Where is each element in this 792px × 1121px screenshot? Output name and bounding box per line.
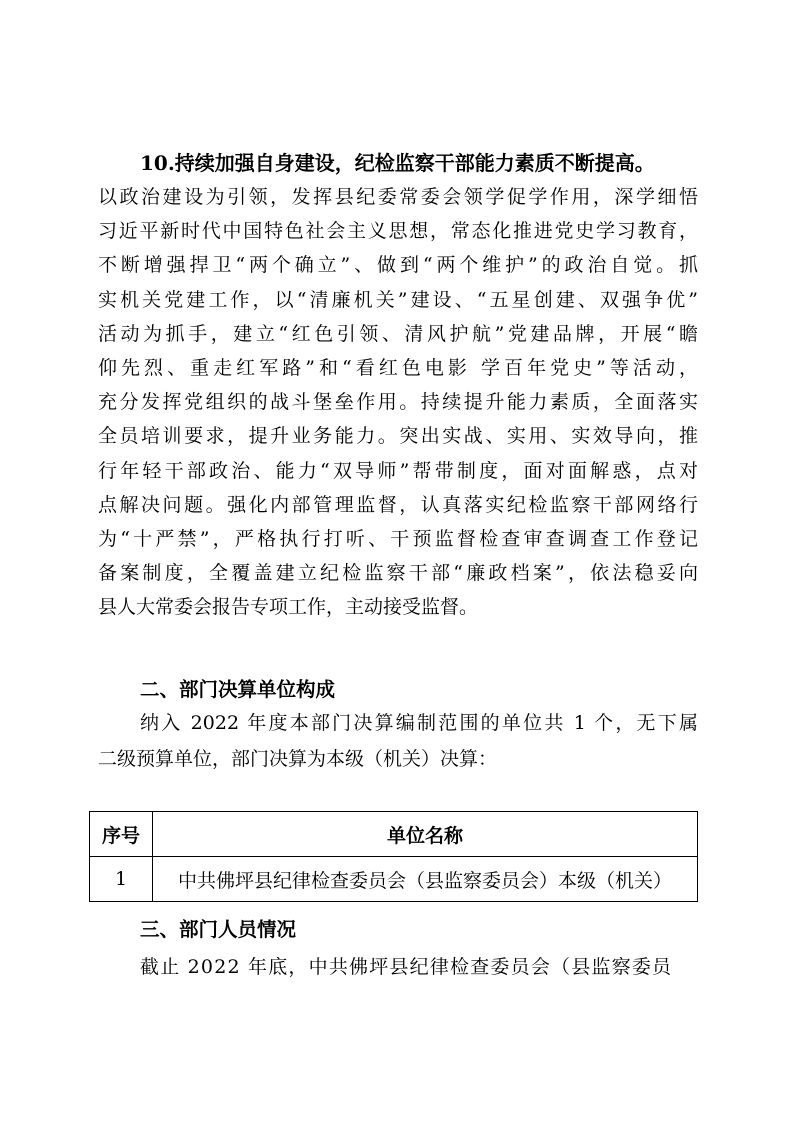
- intro-line: 二级预算单位，部门决算为本级（机关）决算：: [98, 748, 498, 770]
- table-header-row: [90, 812, 698, 857]
- header-unit-name: 单位名称: [153, 812, 698, 857]
- paragraph-line: 充分发挥党组织的战斗堡垒作用。持续提升能力素质，全面落实: [98, 391, 698, 414]
- cell-seq: 1: [90, 857, 153, 902]
- unit-table: [89, 811, 698, 902]
- paragraph-line: 不断增强捍卫“两个确立”、做到“两个维护”的政治自觉。抓: [98, 254, 698, 277]
- paragraph-line: 仰先烈、重走红军路”和“看红色电影 学百年党史”等活动，: [98, 357, 698, 380]
- section-3-title: 三、部门人员情况: [140, 918, 297, 941]
- cell-unit-name: 中共佛坪县纪律检查委员会（县监察委员会）本级（机关）: [153, 857, 698, 902]
- paragraph-line: 行年轻干部政治、能力“双导师”帮带制度，面对面解惑，点对: [98, 459, 698, 482]
- intro-line: 纳入 2022 年度本部门决算编制范围的单位共 1 个，无下属: [140, 712, 698, 734]
- paragraph-line: 县人大常委会报告专项工作，主动接受监督。: [98, 596, 479, 619]
- paragraph-line: 点解决问题。强化内部管理监督，认真落实纪检监察干部网络行: [98, 493, 698, 516]
- paragraph-line: 活动为抓手，建立“红色引领、清风护航”党建品牌，开展“瞻: [98, 322, 698, 345]
- paragraph-line: 全员培训要求，提升业务能力。突出实战、实用、实效导向，推: [98, 425, 698, 448]
- section-2-intro: [98, 705, 698, 777]
- section-10-heading: 10.持续加强自身建设，纪检监察干部能力素质不断提高。: [140, 151, 655, 175]
- header-seq: 序号: [90, 812, 153, 857]
- section-3-line: 截止 2022 年底，中共佛坪县纪律检查委员会（县监察委员: [140, 956, 673, 978]
- paragraph-line: 为“十严禁”，严格执行打听、干预监督检查审查调查工作登记: [98, 528, 698, 551]
- paragraph-line: 实机关党建工作，以“清廉机关”建设、“五星创建、双强争优”: [98, 288, 698, 311]
- paragraph-line: 以政治建设为引领，发挥县纪委常委会领学促学作用，深学细悟: [98, 186, 698, 208]
- section-2-title: 二、部门决算单位构成: [140, 678, 336, 701]
- paragraph-line: 习近平新时代中国特色社会主义思想，常态化推进党史学习教育，: [98, 220, 698, 243]
- table-row: [90, 857, 698, 902]
- paragraph-line: 备案制度，全覆盖建立纪检监察干部“廉政档案”，依法稳妥向: [98, 562, 698, 585]
- section-10-paragraph: [98, 146, 698, 625]
